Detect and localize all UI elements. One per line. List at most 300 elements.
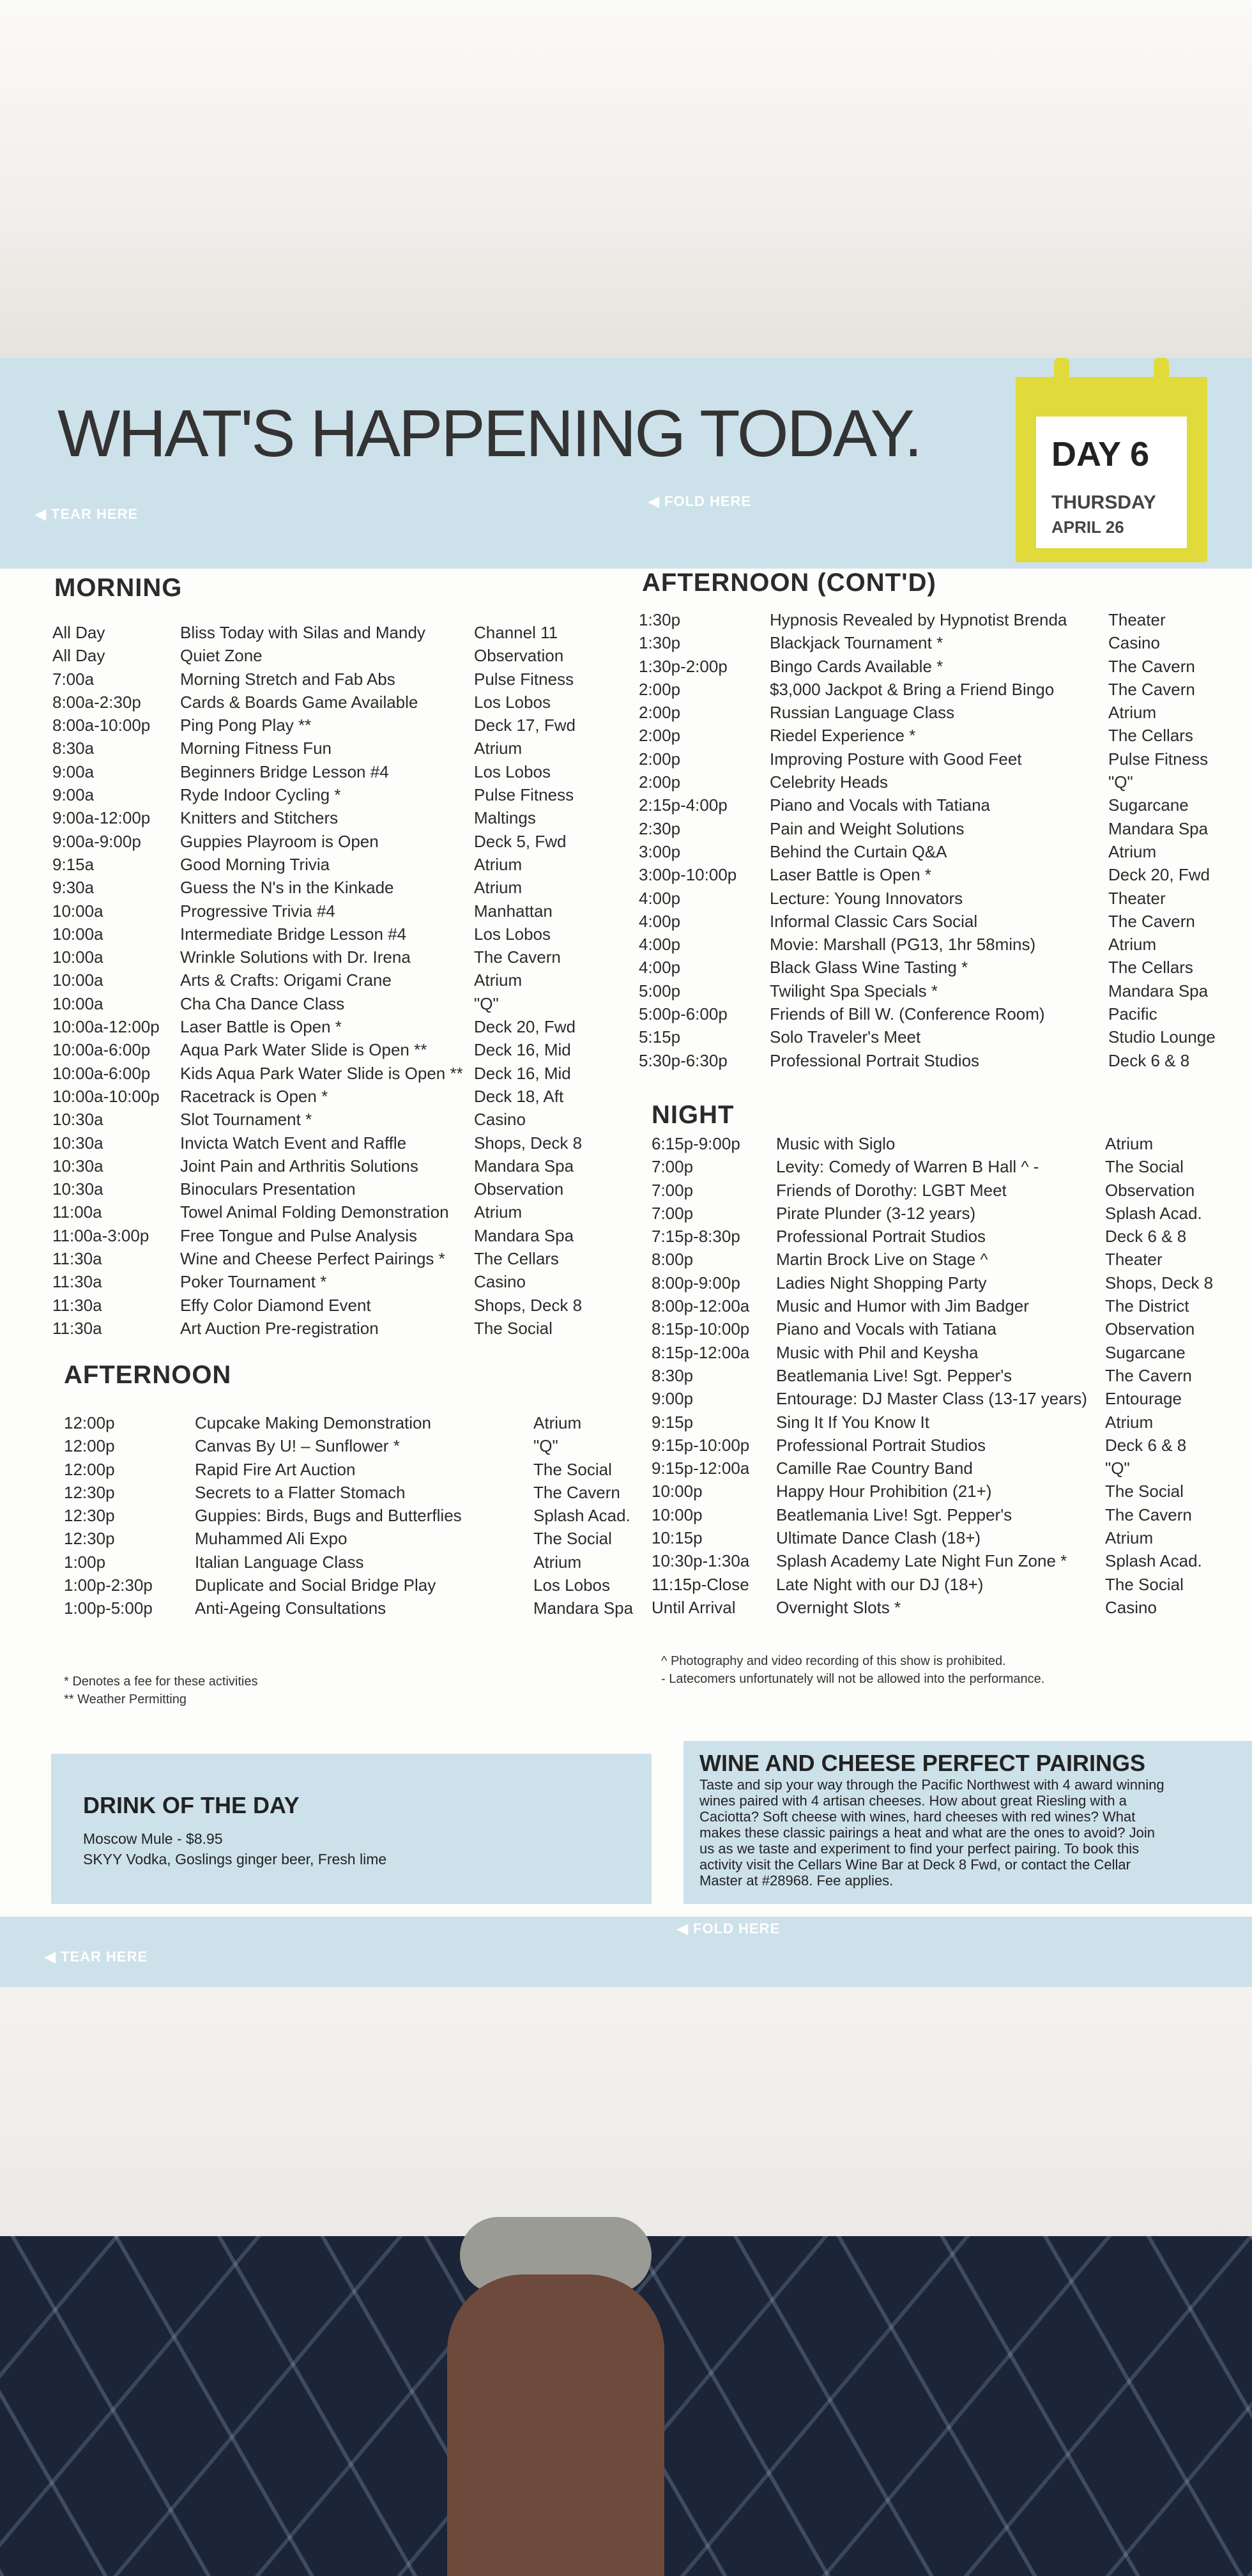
note-weather: ** Weather Permitting [64,1692,187,1706]
drink-ingredients: SKYY Vodka, Goslings ginger beer, Fresh lime [83,1851,387,1867]
schedule-row [52,1156,653,1179]
event-name: Beatlemania Live! Sgt. Pepper's [776,1505,1012,1524]
event-name: Sing It If You Know It [776,1412,929,1432]
event-name: Beginners Bridge Lesson #4 [180,762,389,781]
event-location: Deck 6 & 8 [1105,1227,1187,1246]
schedule-row [52,994,653,1017]
event-name: Wrinkle Solutions with Dr. Irena [180,947,411,967]
event-time: 7:00p [652,1203,694,1223]
event-time: 7:00a [52,669,95,689]
event-time: 10:00a [52,924,103,944]
event-time: Until Arrival [652,1597,736,1617]
event-time: 10:00a [52,993,103,1013]
event-location: Pulse Fitness [1108,749,1209,769]
schedule-row [52,1249,653,1272]
event-name: Guppies Playroom is Open [180,831,379,851]
event-time: 12:30p [64,1482,115,1502]
event-time: 3:00p-10:00p [639,865,737,885]
event-name: Pirate Plunder (3-12 years) [776,1203,976,1223]
schedule-row [52,1110,653,1133]
wine-line: activity visit the Cellars Wine Bar at Deck 8 Fwd, or contact the Cellar [699,1857,1131,1873]
event-location: Sugarcane [1105,1342,1186,1362]
event-location: Atrium [1105,1412,1154,1432]
event-time: All Day [52,623,105,642]
event-name: Kids Aqua Park Water Slide is Open ** [180,1063,463,1083]
event-location: Mandara Spa [474,1225,574,1245]
event-time: 5:00p [639,981,681,1000]
event-location: Mandara Spa [474,1156,574,1176]
event-location: The Social [1105,1574,1184,1594]
event-time: 9:15p-12:00a [652,1459,750,1478]
calendar-page [1036,417,1187,548]
schedule-row [64,1575,658,1598]
event-location: Theater [1108,888,1166,908]
event-location: Atrium [1108,935,1157,954]
event-name: Ping Pong Play ** [180,716,312,735]
event-name: Happy Hour Prohibition (21+) [776,1482,992,1501]
event-name: Rapid Fire Art Auction [195,1459,356,1479]
event-location: Shops, Deck 8 [474,1133,583,1153]
event-time: 9:00a [52,785,95,805]
event-name: Ladies Night Shopping Party [776,1273,987,1292]
schedule-row [639,889,1226,912]
event-name: Russian Language Class [770,703,955,723]
event-name: Invicta Watch Event and Raffle [180,1133,407,1153]
wine-line: Caciotta? Soft cheese with wines, hard cheeses with red wines? What [699,1809,1136,1825]
event-time: 1:00p-5:00p [64,1598,153,1618]
event-time: 6:15p-9:00p [652,1134,740,1153]
event-time: 10:30a [52,1179,103,1199]
event-location: The Social [474,1318,553,1338]
event-name: Movie: Marshall (PG13, 1hr 58mins) [770,935,1036,954]
event-name: Morning Stretch and Fab Abs [180,669,395,689]
event-time: 10:00a-6:00p [52,1063,151,1083]
event-time: 4:00p [639,935,681,954]
event-name: Ryde Indoor Cycling * [180,785,341,805]
event-time: 2:00p [639,703,681,723]
event-time: 8:00p-9:00p [652,1273,740,1292]
schedule-row [52,1272,653,1295]
schedule-row [52,808,653,831]
event-time: 11:30a [52,1295,102,1315]
event-location: Observation [1105,1180,1195,1200]
bedsheet-bottom [0,1981,1252,2249]
event-name: Twilight Spa Specials * [770,981,938,1000]
schedule-row [639,795,1226,818]
event-location: Atrium [474,739,523,758]
event-time: 2:15p-4:00p [639,795,728,815]
schedule-row [652,1459,1226,1482]
event-time: 9:00a-12:00p [52,808,151,828]
event-name: Wine and Cheese Perfect Pairings * [180,1249,445,1269]
event-location: Pulse Fitness [474,669,574,689]
schedule-row [52,1064,653,1087]
event-name: Blackjack Tournament * [770,633,943,653]
event-location: Los Lobos [474,692,551,712]
schedule-row [639,958,1226,981]
event-name: Professional Portrait Studios [776,1227,986,1246]
note-latecomers: - Latecomers unfortunately will not be allowed into the performance. [661,1672,1045,1686]
event-location: Atrium [474,878,523,898]
event-name: Towel Animal Folding Demonstration [180,1202,449,1222]
event-time: 12:30p [64,1506,115,1526]
event-time: 9:00a [52,762,95,781]
event-time: 8:30p [652,1365,694,1385]
event-time: 10:00a-6:00p [52,1040,151,1060]
event-name: Bingo Cards Available * [770,656,943,676]
event-name: Friends of Bill W. (Conference Room) [770,1004,1045,1024]
schedule-row [52,1133,653,1156]
event-name: Martin Brock Live on Stage ^ [776,1250,988,1269]
schedule-row [52,947,653,970]
event-name: Cupcake Making Demonstration [195,1413,431,1432]
drink-of-the-day-panel [51,1754,652,1904]
event-location: Los Lobos [474,762,551,781]
event-name: Levity: Comedy of Warren B Hall ^ - [776,1157,1039,1177]
event-location: Deck 6 & 8 [1105,1435,1187,1455]
event-time: 8:00a-10:00p [52,716,151,735]
event-time: 9:00a-9:00p [52,831,141,851]
schedule-row [639,749,1226,772]
event-location: Casino [1108,633,1160,653]
event-name: Effy Color Diamond Event [180,1295,371,1315]
event-name: Anti-Ageing Consultations [195,1598,386,1618]
event-time: 7:15p-8:30p [652,1227,740,1246]
event-name: Guess the N's in the Kinkade [180,878,394,898]
event-name: Progressive Trivia #4 [180,901,335,921]
event-time: All Day [52,646,105,666]
event-location: The Cellars [474,1249,559,1269]
event-time: 5:15p [639,1027,681,1047]
event-time: 5:30p-6:30p [639,1050,728,1070]
event-location: Mandara Spa [533,1598,634,1618]
event-name: Solo Traveler's Meet [770,1027,921,1047]
event-location: The Cavern [533,1482,620,1502]
event-location: Splash Acad. [533,1506,630,1526]
event-location: Casino [1105,1597,1157,1617]
tear-here-label: ◀ TEAR HERE [35,506,139,522]
schedule-row [639,657,1226,680]
event-location: Deck 16, Mid [474,1063,571,1083]
event-time: 12:00p [64,1436,115,1456]
event-location: Deck 16, Mid [474,1040,571,1060]
event-location: The Social [1105,1157,1184,1177]
event-time: 1:00p [64,1552,106,1572]
schedule-row [639,912,1226,935]
header-band [0,358,1252,569]
schedule-row [652,1575,1226,1598]
event-location: The Social [1105,1482,1184,1501]
event-name: Music with Siglo [776,1134,896,1153]
schedule-row [52,716,653,739]
event-time: 7:00p [652,1180,694,1200]
event-time: 9:00p [652,1389,694,1409]
schedule-row [639,772,1226,795]
event-location: The District [1105,1296,1189,1316]
wine-description [699,1777,1242,1889]
event-location: Atrium [533,1413,582,1432]
schedule-row [52,855,653,878]
schedule-row [52,1226,653,1249]
event-time: 10:30a [52,1133,103,1153]
event-time: 10:00a [52,901,103,921]
event-location: The Social [533,1459,612,1479]
night-schedule [652,1134,1226,1621]
event-time: 8:30a [52,739,95,758]
drink-name: Moscow Mule - $8.95 [83,1830,223,1847]
event-time: 9:15p-10:00p [652,1435,750,1455]
schedule-row [64,1483,658,1506]
schedule-row [652,1482,1226,1505]
weekday: THURSDAY [1051,492,1156,513]
section-night: NIGHT [652,1101,735,1129]
footer-band [0,1917,1252,1987]
event-name: Binoculars Presentation [180,1179,356,1199]
schedule-row [52,1296,653,1319]
section-morning: MORNING [54,574,183,602]
event-location: Pacific [1108,1004,1157,1024]
event-location: Atrium [474,854,523,874]
event-time: 8:15p-10:00p [652,1319,750,1339]
schedule-row [652,1389,1226,1412]
event-name: Entourage: DJ Master Class (13-17 years) [776,1389,1087,1409]
event-time: 2:30p [639,818,681,838]
event-name: $3,000 Jackpot & Bring a Friend Bingo [770,679,1055,699]
event-time: 12:30p [64,1529,115,1549]
schedule-row [52,832,653,855]
schedule-row [639,842,1226,865]
event-location: Deck 20, Fwd [474,1017,576,1037]
schedule-row [652,1134,1226,1157]
event-location: "Q" [474,993,499,1013]
schedule-row [652,1551,1226,1574]
event-name: Art Auction Pre-registration [180,1318,379,1338]
event-name: Cards & Boards Game Available [180,692,418,712]
event-name: Piano and Vocals with Tatiana [770,795,990,815]
event-location: Channel 11 [474,623,558,642]
event-name: Lecture: Young Innovators [770,888,963,908]
schedule-row [52,1087,653,1110]
event-time: 10:00p [652,1482,703,1501]
schedule-row [52,670,653,693]
schedule-row [64,1460,658,1483]
wine-line: wines paired with 4 artisan cheeses. How about great Riesling with a [699,1793,1127,1809]
note-photo: ^ Photography and video recording of this show is prohibited. [661,1654,1006,1668]
event-name: Laser Battle is Open * [180,1017,342,1037]
event-time: 3:00p [639,841,681,861]
event-time: 8:00p-12:00a [652,1296,750,1316]
schedule-row [639,981,1226,1004]
schedule-row [639,1051,1226,1074]
schedule-row [52,762,653,785]
event-time: 11:00a-3:00p [52,1225,149,1245]
event-location: Mandara Spa [1108,818,1209,838]
event-name: Black Glass Wine Tasting * [770,958,968,977]
event-name: Professional Portrait Studios [776,1435,986,1455]
schedule-row [639,865,1226,888]
event-name: Canvas By U! – Sunflower * [195,1436,400,1456]
page-title: WHAT'S HAPPENING TODAY. [57,397,921,471]
schedule-row [652,1296,1226,1319]
event-location: Atrium [1105,1528,1154,1548]
schedule-row [64,1436,658,1459]
event-name: Duplicate and Social Bridge Play [195,1575,436,1595]
event-location: Studio Lounge [1108,1027,1216,1047]
wine-line: Master at #28968. Fee applies. [699,1873,894,1889]
wine-heading: WINE AND CHEESE PERFECT PAIRINGS [699,1750,1146,1776]
event-location: Splash Acad. [1105,1203,1202,1223]
event-name: Joint Pain and Arthritis Solutions [180,1156,418,1176]
event-location: Atrium [1108,841,1157,861]
schedule-row [64,1598,658,1621]
event-time: 10:15p [652,1528,703,1548]
event-name: Cha Cha Dance Class [180,993,345,1013]
event-time: 8:15p-12:00a [652,1342,750,1362]
date: APRIL 26 [1051,518,1124,537]
event-name: Informal Classic Cars Social [770,911,978,931]
event-name: Ultimate Dance Clash (18+) [776,1528,981,1548]
calendar-icon [1016,377,1207,562]
schedule-row [652,1250,1226,1273]
event-location: The Cavern [1108,656,1195,676]
event-location: Observation [474,1179,564,1199]
event-time: 1:30p-2:00p [639,656,728,676]
event-location: Atrium [474,970,523,990]
schedule-row [639,726,1226,749]
event-location: Deck 6 & 8 [1108,1050,1190,1070]
event-time: 11:15p-Close [652,1574,749,1594]
schedule-row [52,1017,653,1040]
calendar-ring-icon [1054,358,1069,396]
event-time: 9:15p [652,1412,694,1432]
schedule-row [652,1505,1226,1528]
event-time: 4:00p [639,958,681,977]
schedule-row [52,693,653,716]
event-time: 10:00a-10:00p [52,1086,160,1106]
drink-heading: DRINK OF THE DAY [83,1792,300,1818]
event-name: Camille Rae Country Band [776,1459,973,1478]
event-name: Riedel Experience * [770,726,916,746]
event-location: Theater [1105,1250,1163,1269]
event-location: The Cavern [1108,911,1195,931]
event-time: 11:30a [52,1318,102,1338]
schedule-row [652,1204,1226,1227]
fold-here-label: ◀ FOLD HERE [648,493,752,509]
event-time: 10:00p [652,1505,703,1524]
event-location: Deck 17, Fwd [474,716,576,735]
section-afternoon-contd: AFTERNOON (CONT'D) [642,569,936,597]
schedule-row [52,1040,653,1063]
schedule-row [52,1179,653,1202]
schedule-row [639,1004,1226,1027]
morning-schedule [52,623,653,1342]
schedule-row [64,1506,658,1529]
event-location: Sugarcane [1108,795,1189,815]
event-name: Italian Language Class [195,1552,364,1572]
event-location: The Cavern [1105,1365,1192,1385]
event-name: Music with Phil and Keysha [776,1342,979,1362]
event-name: Arts & Crafts: Origami Crane [180,970,392,990]
event-time: 5:00p-6:00p [639,1004,728,1024]
schedule-row [652,1366,1226,1389]
event-location: Atrium [1108,703,1157,723]
event-location: The Cellars [1108,726,1193,746]
schedule-row [52,1319,653,1342]
schedule-row [639,819,1226,842]
event-name: Late Night with our DJ (18+) [776,1574,984,1594]
schedule-row [639,935,1226,958]
event-name: Improving Posture with Good Feet [770,749,1022,769]
event-name: Splash Academy Late Night Fun Zone * [776,1551,1067,1571]
event-name: Poker Tournament * [180,1272,327,1292]
event-time: 12:00p [64,1413,115,1432]
event-location: Los Lobos [533,1575,610,1595]
day-number: DAY 6 [1051,435,1150,473]
event-name: Muhammed Ali Expo [195,1529,347,1549]
event-name: Good Morning Trivia [180,854,330,874]
schedule-row [652,1413,1226,1436]
event-location: Deck 18, Aft [474,1086,564,1106]
event-location: Manhattan [474,901,553,921]
event-location: Atrium [533,1552,582,1572]
event-time: 7:00p [652,1157,694,1177]
schedule-row [652,1598,1226,1621]
schedule-row [52,646,653,669]
event-location: Observation [474,646,564,666]
calendar-ring-icon [1154,358,1169,396]
schedule-row [52,924,653,947]
event-name: Beatlemania Live! Sgt. Pepper's [776,1365,1012,1385]
event-time: 11:30a [52,1249,102,1269]
event-name: Secrets to a Flatter Stomach [195,1482,406,1502]
tear-here-label: ◀ TEAR HERE [45,1949,148,1965]
event-location: Splash Acad. [1105,1551,1202,1571]
afternoon-contd-schedule [639,610,1226,1074]
event-location: Deck 20, Fwd [1108,865,1210,885]
event-time: 1:00p-2:30p [64,1575,153,1595]
event-name: Professional Portrait Studios [770,1050,980,1070]
event-name: Quiet Zone [180,646,263,666]
event-name: Free Tongue and Pulse Analysis [180,1225,417,1245]
event-name: Racetrack is Open * [180,1086,328,1106]
daily-schedule-sheet [0,358,1252,1987]
event-time: 10:00a-12:00p [52,1017,160,1037]
event-name: Aqua Park Water Slide is Open ** [180,1040,427,1060]
event-location: Pulse Fitness [474,785,574,805]
event-time: 10:00a [52,947,103,967]
section-afternoon: AFTERNOON [64,1361,232,1389]
schedule-row [652,1157,1226,1180]
schedule-row [639,1027,1226,1050]
event-time: 2:00p [639,772,681,792]
bedsheet-top [0,0,1252,358]
event-name: Intermediate Bridge Lesson #4 [180,924,407,944]
event-time: 10:30a [52,1156,103,1176]
event-time: 11:00a [52,1202,102,1222]
schedule-row [652,1343,1226,1366]
event-time: 2:00p [639,749,681,769]
event-location: "Q" [1108,772,1133,792]
event-time: 4:00p [639,888,681,908]
schedule-row [639,633,1226,656]
schedule-row [52,878,653,901]
event-location: Atrium [1105,1134,1154,1153]
event-location: Casino [474,1272,526,1292]
event-time: 8:00a-2:30p [52,692,141,712]
event-name: Overnight Slots * [776,1597,901,1617]
event-name: Laser Battle is Open * [770,865,931,885]
event-location: Atrium [474,1202,523,1222]
